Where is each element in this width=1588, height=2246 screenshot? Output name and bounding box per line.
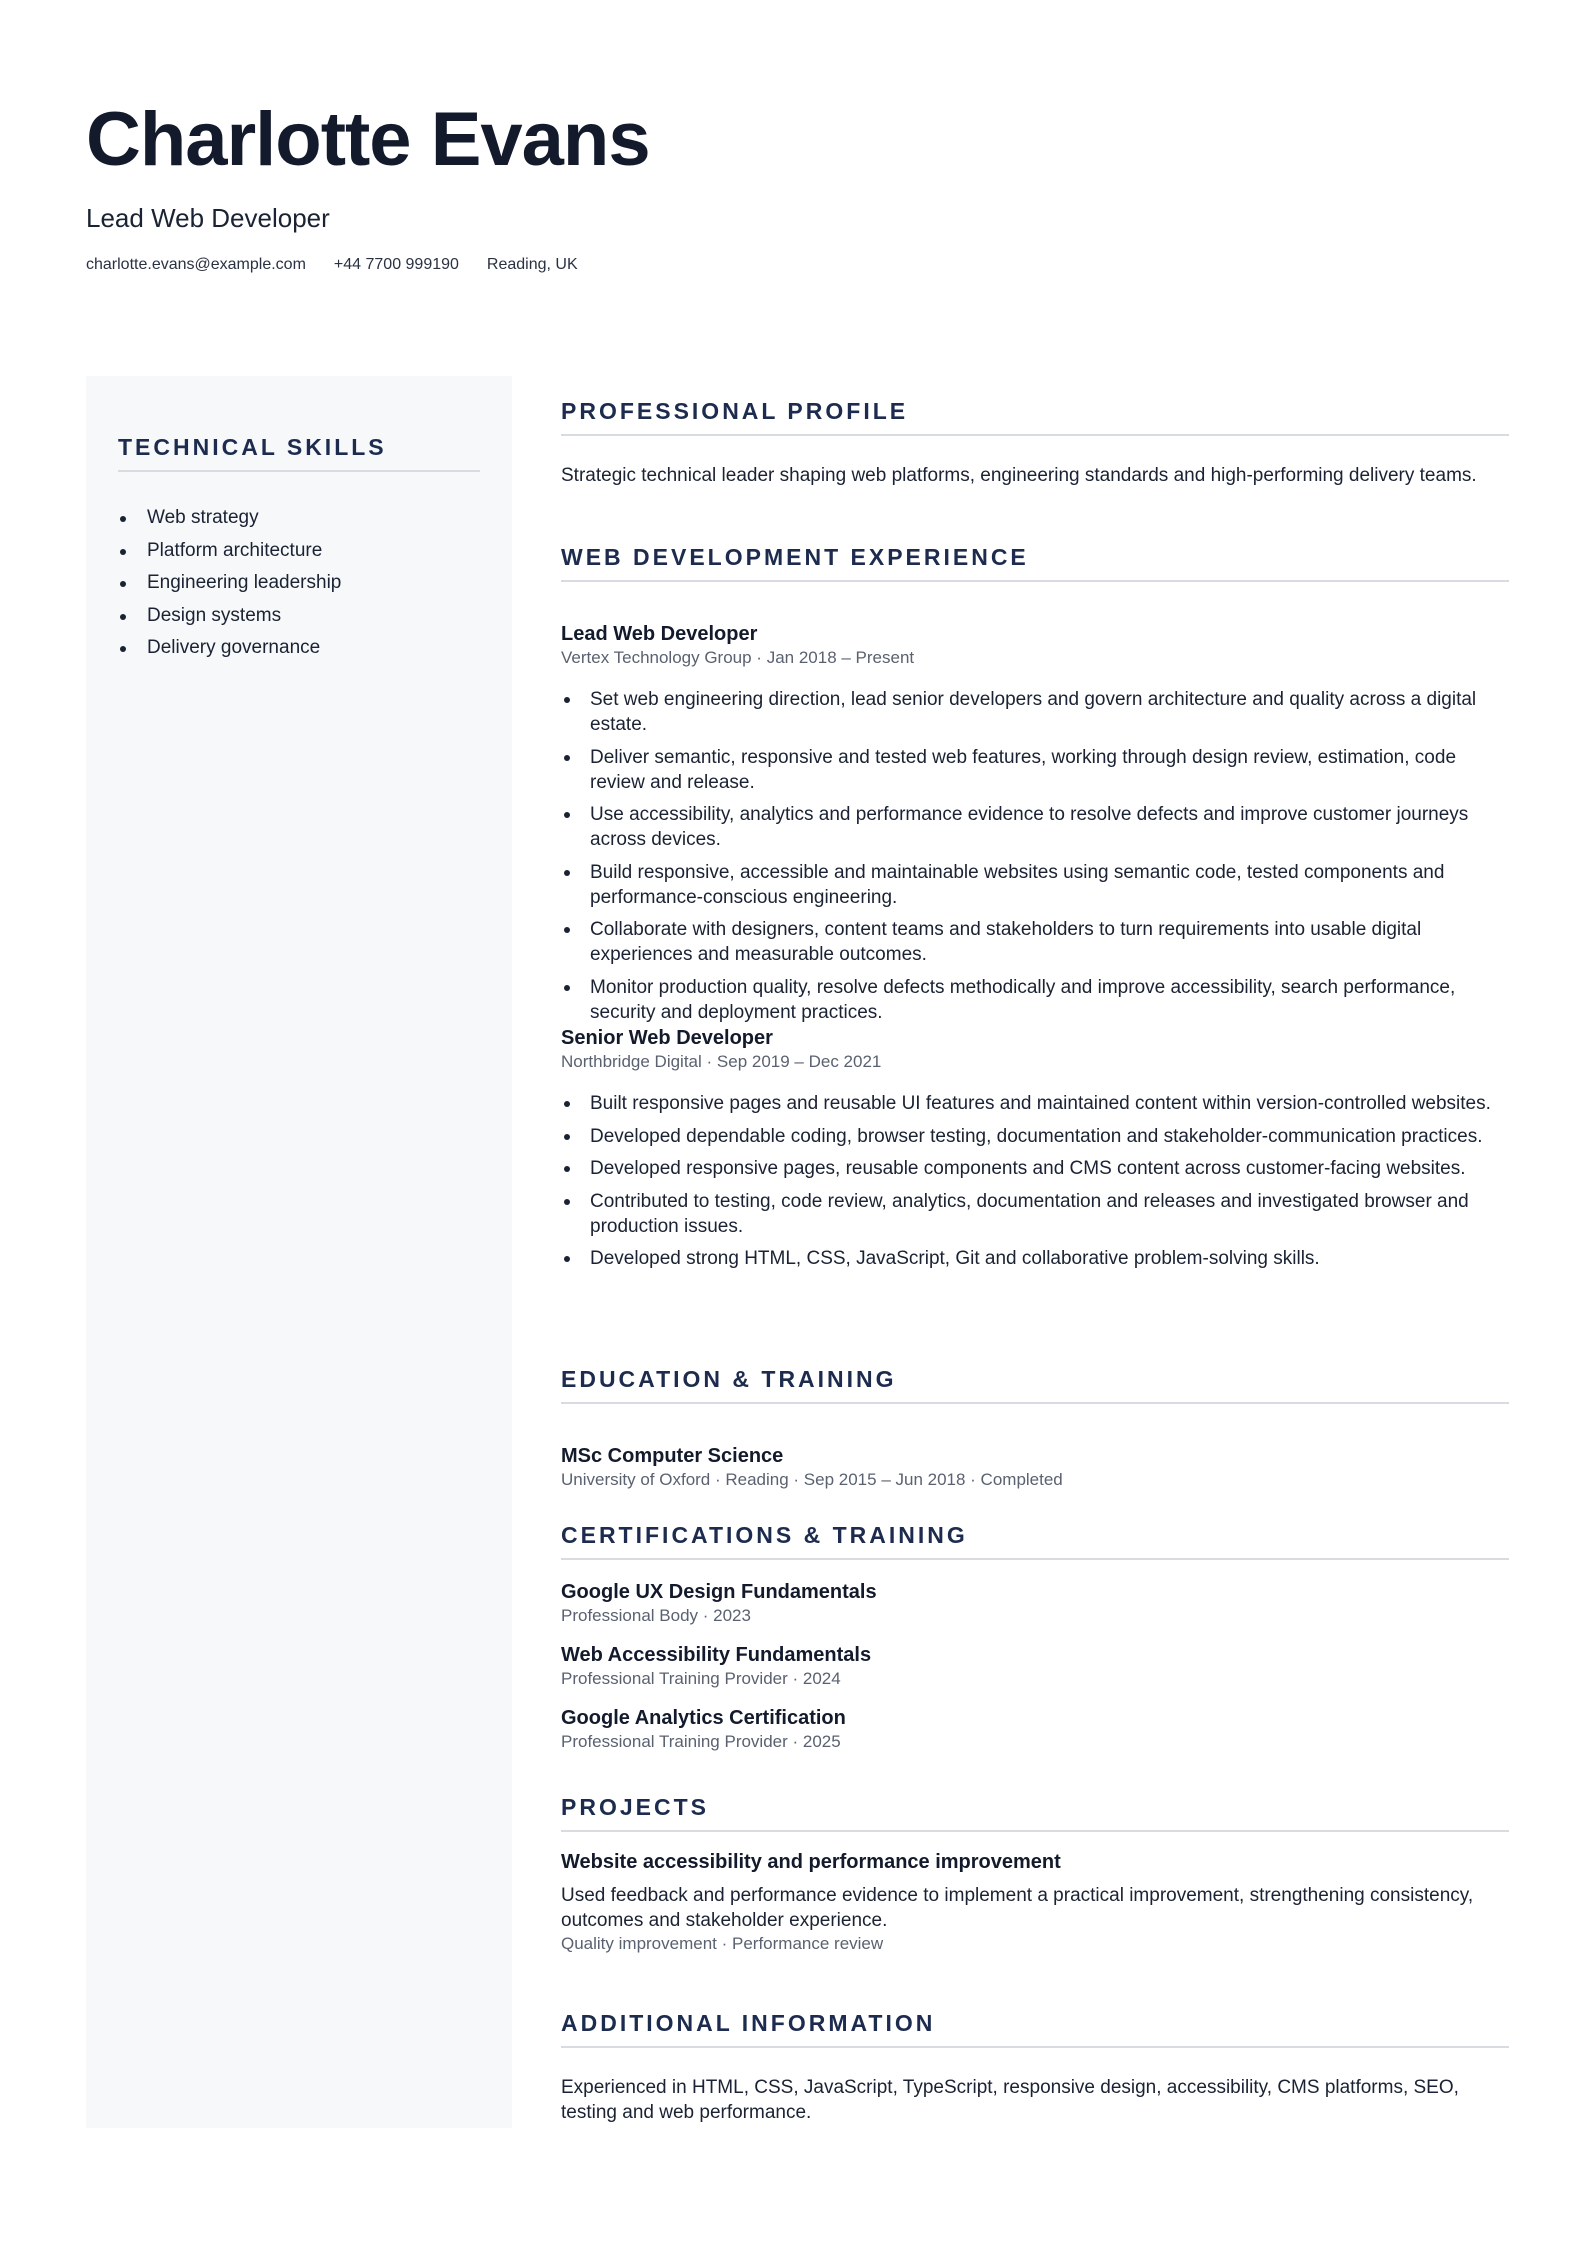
job-bullet: Developed dependable coding, browser testing, documentation and stakeholder-communication practices. (561, 1124, 1509, 1149)
job-bullet: Contributed to testing, code review, analytics, documentation and releases and investigated browser and production issues. (561, 1189, 1509, 1239)
job-bullet: Build responsive, accessible and maintainable websites using semantic code, tested components and performance-conscious engineering. (561, 860, 1509, 910)
job-bullet: Set web engineering direction, lead senior developers and govern architecture and quality across a digital estate. (561, 687, 1509, 737)
project-meta: Quality improvement · Performance review (561, 1934, 884, 1953)
projects-heading: PROJECTS (561, 1792, 1509, 1832)
projects-section (561, 1792, 1509, 1955)
education-heading: EDUCATION & TRAINING (561, 1364, 1509, 1404)
certification-title: Google Analytics Certification (561, 1707, 846, 1729)
contact-email[interactable]: charlotte.evans@example.com (86, 256, 306, 273)
experience-heading: WEB DEVELOPMENT EXPERIENCE (561, 542, 1509, 582)
certification-meta: Professional Training Provider · 2024 (561, 1669, 841, 1688)
certification-title: Google UX Design Fundamentals (561, 1581, 877, 1603)
skills-heading: TECHNICAL SKILLS (118, 432, 480, 472)
candidate-role: Lead Web Developer (86, 203, 330, 233)
education-meta: University of Oxford · Reading · Sep 2015 – Jun 2018 · Completed (561, 1470, 1063, 1489)
certification-meta: Professional Body · 2023 (561, 1606, 751, 1625)
job-meta: Northbridge Digital · Sep 2019 – Dec 2021 (561, 1052, 882, 1071)
education-entry (561, 1444, 1509, 1491)
additional-section (561, 2008, 1509, 2125)
certification-title: Web Accessibility Fundamentals (561, 1644, 872, 1666)
certification-entry (561, 1643, 1509, 1690)
job-bullet: Developed strong HTML, CSS, JavaScript, Git and collaborative problem-solving skills. (561, 1246, 1509, 1271)
job-bullet: Use accessibility, analytics and performance evidence to resolve defects and improve customer journeys across devices. (561, 802, 1509, 852)
certification-entry (561, 1706, 1509, 1753)
experience-section (561, 542, 1509, 1269)
job-bullet: Monitor production quality, resolve defects methodically and improve accessibility, search performance, security and deployment practices. (561, 975, 1509, 1025)
job-meta: Vertex Technology Group · Jan 2018 – Present (561, 648, 915, 667)
profile-section (561, 396, 1509, 488)
contact-location: Reading, UK (486, 256, 578, 273)
certification-entry (561, 1580, 1509, 1627)
skill-item: Engineering leadership (118, 567, 480, 600)
additional-heading: ADDITIONAL INFORMATION (561, 2008, 1509, 2048)
project-title: Website accessibility and performance improvement (561, 1851, 1061, 1873)
job-bullets (561, 1091, 1509, 1271)
job-bullets (561, 687, 1509, 1025)
profile-heading: PROFESSIONAL PROFILE (561, 396, 1509, 436)
contact-line (86, 254, 1506, 276)
skill-item: Web strategy (118, 502, 480, 535)
job-entry (561, 1026, 1509, 1279)
skills-list (118, 502, 480, 665)
additional-text: Experienced in HTML, CSS, JavaScript, TypeScript, responsive design, accessibility, CMS platforms, SEO, testing and web performance. (561, 2077, 1459, 2123)
sidebar (86, 376, 512, 2128)
project-text: Used feedback and performance evidence to implement a practical improvement, strengthening consistency, outcomes and stakeholder experience. (561, 1885, 1474, 1931)
skill-item: Platform architecture (118, 535, 480, 568)
job-bullet: Collaborate with designers, content teams and stakeholders to turn requirements into usable digital experiences and measurable outcomes. (561, 917, 1509, 967)
project-entry (561, 1850, 1509, 1955)
resume-header (86, 92, 1506, 276)
job-bullet: Deliver semantic, responsive and tested web features, working through design review, estimation, code review and release. (561, 745, 1509, 795)
job-title: Lead Web Developer (561, 623, 758, 645)
profile-text: Strategic technical leader shaping web platforms, engineering standards and high-performing delivery teams. (561, 465, 1477, 486)
skill-item: Design systems (118, 600, 480, 633)
certifications-heading: CERTIFICATIONS & TRAINING (561, 1520, 1509, 1560)
job-bullet: Developed responsive pages, reusable components and CMS content across customer-facing websites. (561, 1156, 1509, 1181)
education-section (561, 1364, 1509, 1491)
candidate-name: Charlotte Evans (86, 97, 650, 182)
job-entry (561, 622, 1509, 1025)
contact-phone[interactable]: +44 7700 999190 (333, 256, 459, 273)
job-title: Senior Web Developer (561, 1027, 773, 1049)
certification-meta: Professional Training Provider · 2025 (561, 1732, 841, 1751)
job-bullet: Built responsive pages and reusable UI features and maintained content within version-controlled websites. (561, 1091, 1509, 1116)
education-title: MSc Computer Science (561, 1445, 784, 1467)
skill-item: Delivery governance (118, 632, 480, 665)
certifications-section (561, 1520, 1509, 1753)
